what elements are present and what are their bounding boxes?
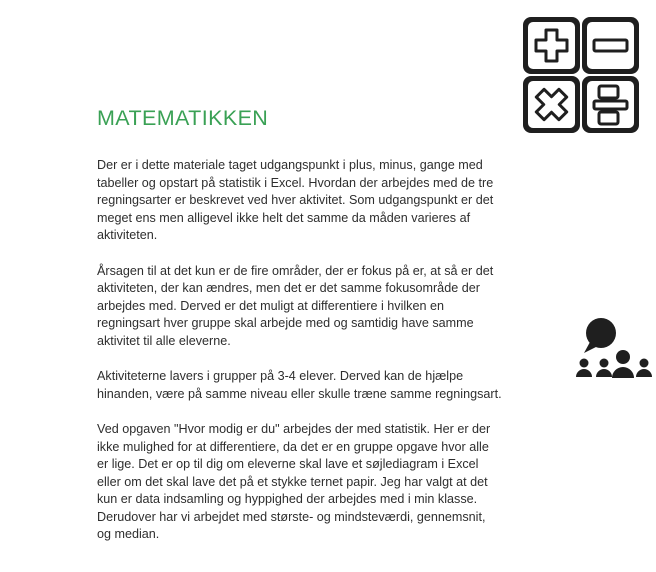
paragraph-statistics bbox=[97, 421, 583, 544]
text-line: Der er i dette materiale taget udgangspunkt i plus, minus, gange med bbox=[97, 158, 483, 172]
text-line: ikke mulighed for at differentiere, da det er en gruppe opgave hvor alle bbox=[97, 439, 489, 454]
text-line: og median. bbox=[97, 527, 160, 542]
text-line: er lige. Det er op til dig om eleverne skal lave et søjlediagram i Excel bbox=[97, 457, 479, 472]
text-line: aktiviteten. bbox=[97, 228, 158, 243]
text-line: Ved opgaven "Hvor modig er du" arbejdes der med statistik. Her er der bbox=[97, 421, 491, 436]
text-line: meget ens men alligevel ikke helt det samme da måden varieres af bbox=[97, 210, 471, 225]
group-discussion-icon bbox=[574, 315, 654, 381]
text-line: kun er data indsamling og hyppighed der arbejdes med i min klasse. bbox=[97, 492, 478, 507]
text-line: eller om det skal lave det på et stykke ternet papir. Jeg har valgt at det bbox=[97, 474, 488, 489]
text-line: Aktiviteterne lavers i grupper på 3-4 elever. Derved kan de hjælpe bbox=[97, 369, 464, 384]
text-line: tabeller og opstart på statistik i Excel. Hvordan der arbejdes med de tre bbox=[97, 175, 494, 190]
math-operations-icon bbox=[521, 15, 641, 135]
text-line: regningsart hver gruppe skal arbejde med og samtidig have samme bbox=[97, 316, 474, 331]
paragraph-reason bbox=[97, 263, 583, 351]
page-title: MATEMATIKKEN bbox=[97, 106, 269, 130]
text-line: Årsagen til at det kun er de fire områder, der er fokus på er, at så er det bbox=[97, 263, 494, 278]
text-line: aktivitet til alle eleverne. bbox=[97, 333, 231, 348]
text-line: regningsarter er beskrevet ved hver aktivitet. Som udgangspunkt er det bbox=[97, 193, 494, 208]
text-line: Derudover har vi arbejdet med største- og mindsteværdi, gennemsnit, bbox=[97, 509, 486, 524]
text-line: aktiviteten, der kan ændres, men det er det samme fokusområde der bbox=[97, 281, 480, 296]
text-line: hinanden, være på samme niveau eller skulle træne samme regningsart. bbox=[97, 386, 502, 401]
paragraph-groups bbox=[97, 368, 583, 403]
paragraph-intro bbox=[97, 157, 583, 245]
text-line: arbejdes med. Derved er det muligt at differentiere i hvilken en bbox=[97, 298, 444, 313]
body-text bbox=[97, 157, 583, 562]
